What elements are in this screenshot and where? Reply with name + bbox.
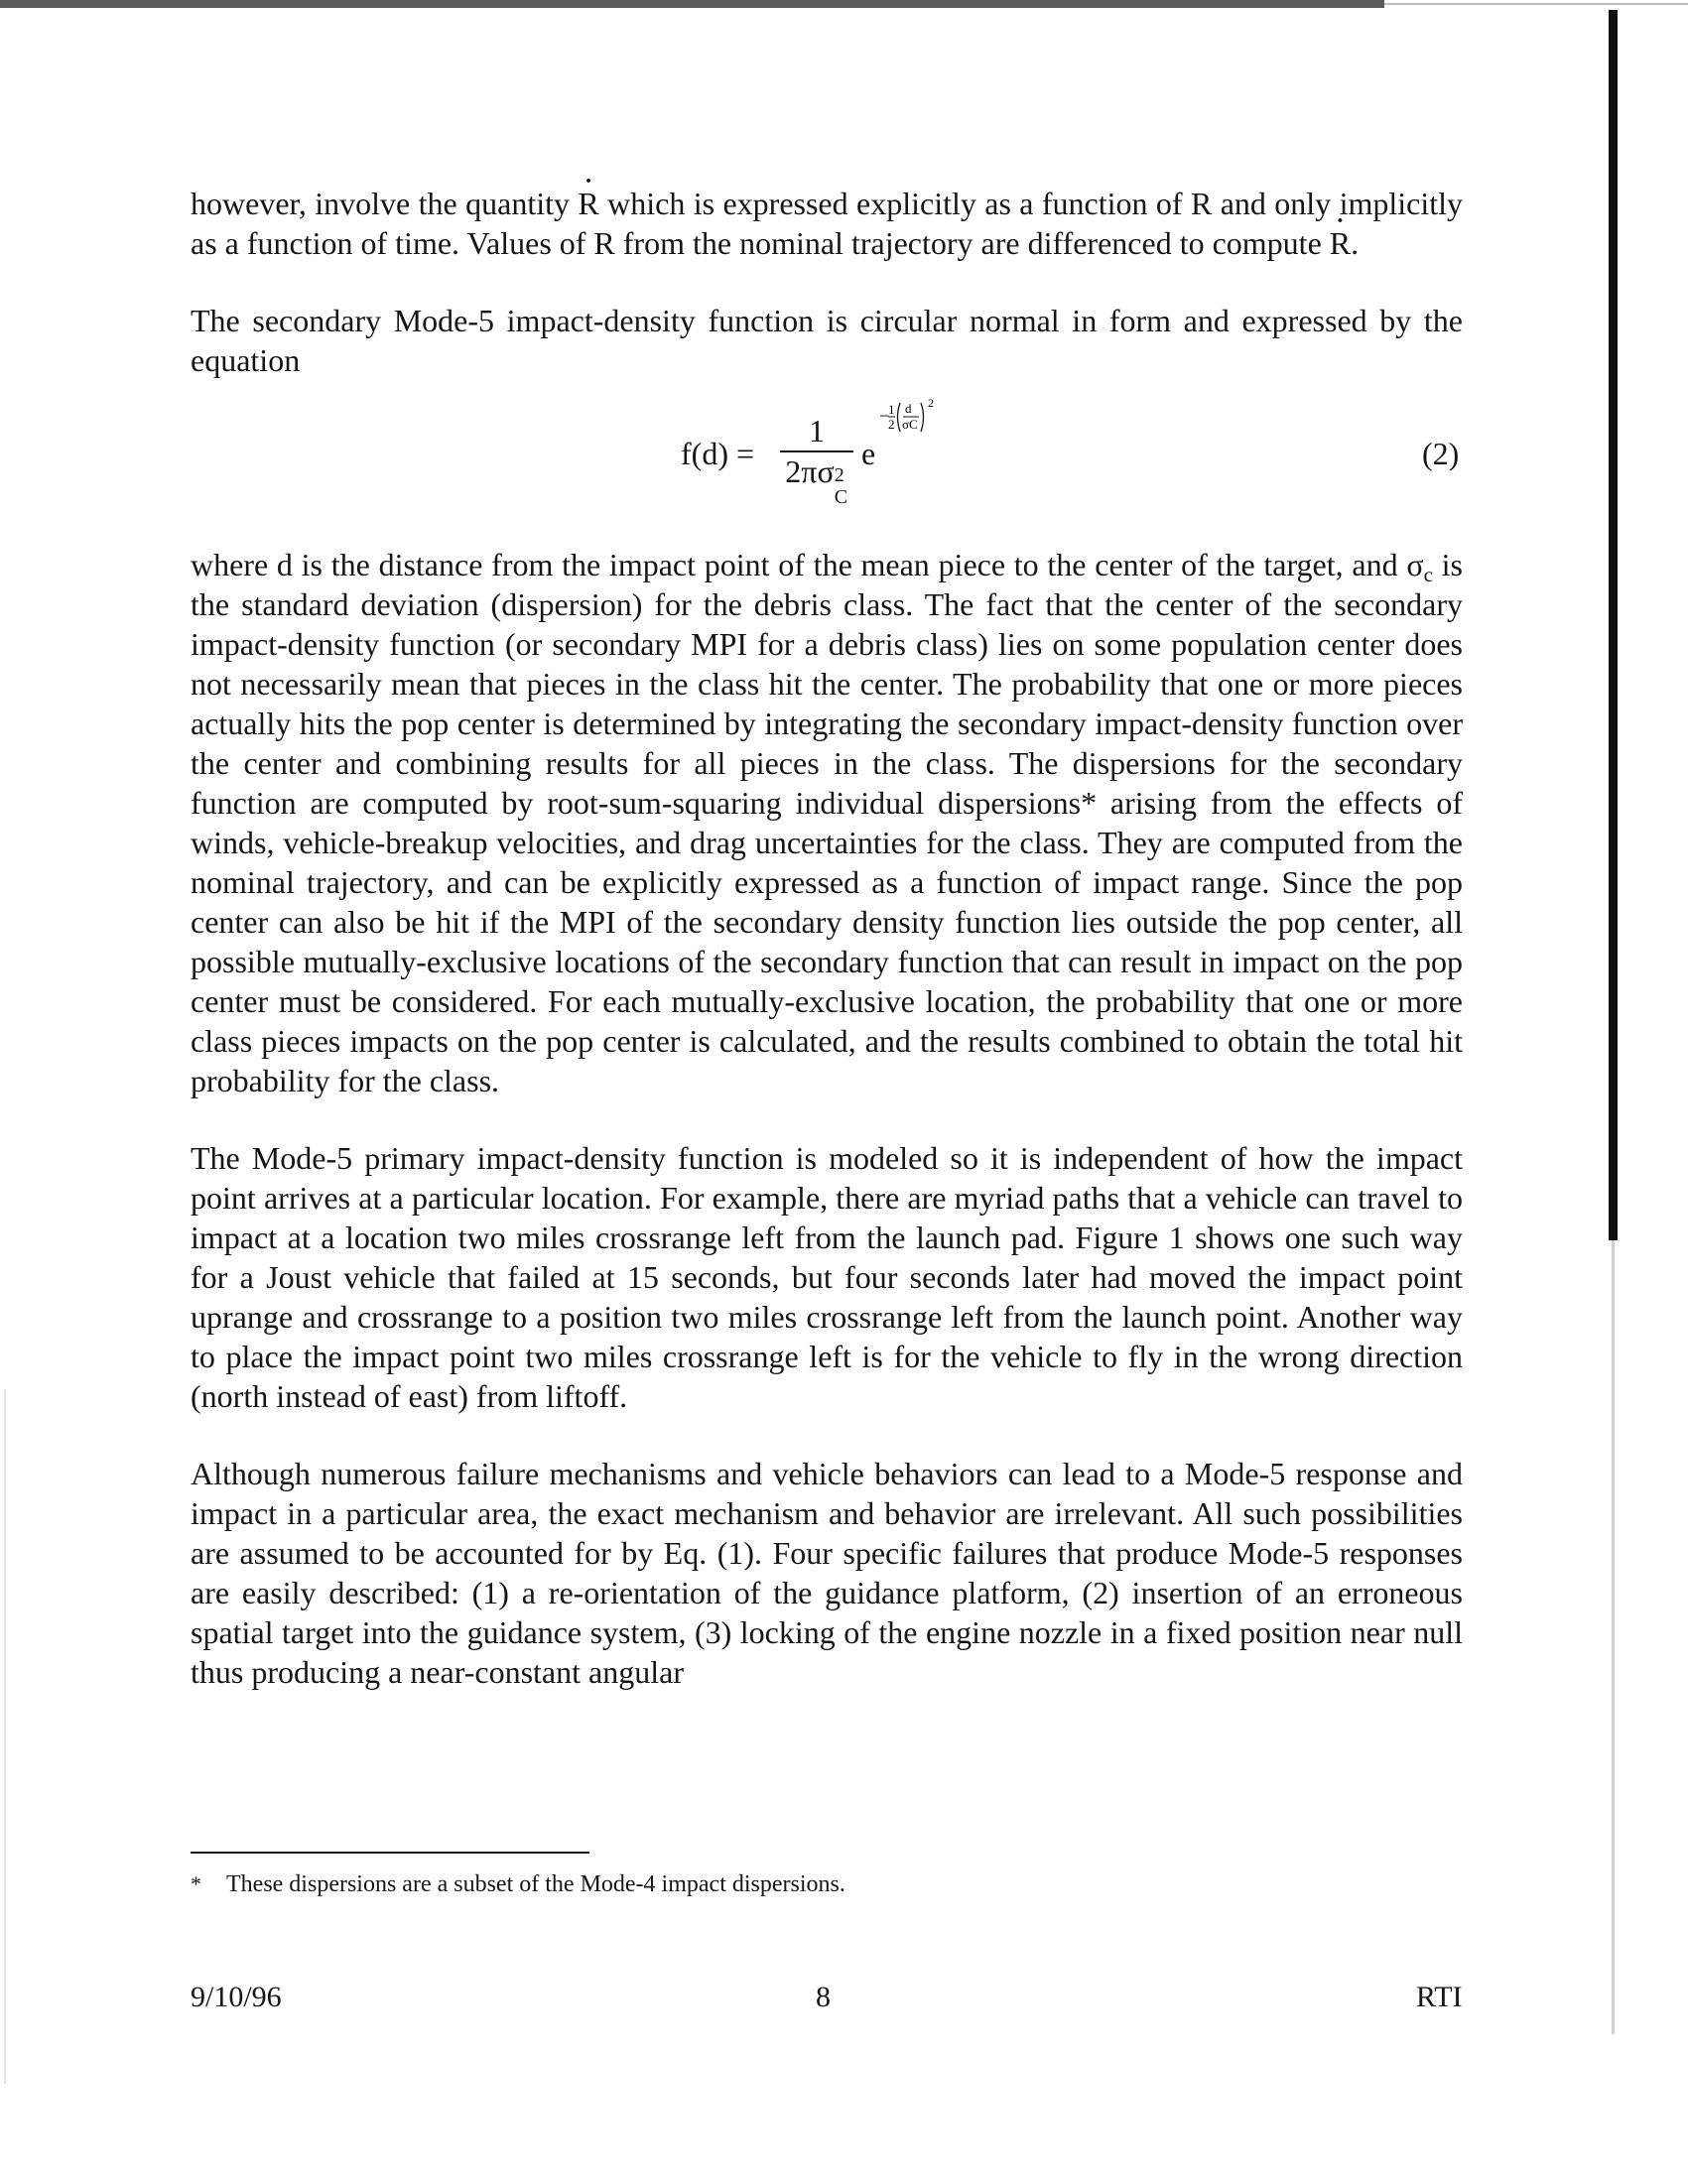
top-scan-line-faint bbox=[1384, 3, 1688, 5]
footer-date: 9/10/96 bbox=[191, 1981, 282, 2013]
r-dot-symbol: · R bbox=[1330, 223, 1351, 263]
left-scan-edge-faint bbox=[4, 1389, 6, 2084]
svg-text:σC: σC bbox=[902, 417, 918, 432]
svg-text:1: 1 bbox=[888, 402, 895, 417]
svg-text:2: 2 bbox=[928, 398, 934, 410]
footer-organization: RTI bbox=[1416, 1981, 1463, 2013]
footnote bbox=[191, 1871, 845, 1898]
footnote-marker: * bbox=[191, 1871, 201, 1896]
svg-text:2: 2 bbox=[888, 417, 895, 432]
equation-number: (2) bbox=[1422, 436, 1460, 471]
page-number: 8 bbox=[816, 1981, 831, 2013]
paragraph-1: however, involve the quantity · R which is expressed explicitly as a function of R and only implicitly as a function of time. Values of R from the nominal trajectory are differenced to compute · R. bbox=[191, 184, 1463, 263]
equation-numerator: 1 bbox=[809, 413, 825, 449]
paragraph-4: The Mode-5 primary impact-density function is modeled so it is independent of how the impact point arrives at a particular location. For example, there are myriad paths that a vehicle can travel to impact at a location two miles crossrange left from the launch pad. Figure 1 shows one such way for a Joust vehicle that failed at 15 seconds, but four seconds later had moved the impact point uprange and crossrange to a position two miles crossrange left from the launch point. Another way to place the impact point two miles crossrange left is for the vehicle to fly in the wrong direction (north instead of east) from liftoff. bbox=[191, 1140, 1463, 1414]
exponent bbox=[879, 398, 939, 442]
top-scan-line bbox=[0, 0, 1384, 8]
right-scan-edge-faint bbox=[1612, 1240, 1615, 2034]
equation-denominator: 2πσ 2 C bbox=[785, 453, 848, 508]
equation-fraction bbox=[780, 413, 853, 508]
footnote-text: These dispersions are a subset of the Mode-4 impact dispersions. bbox=[226, 1871, 845, 1897]
svg-text:d: d bbox=[905, 401, 912, 416]
svg-text:−: − bbox=[879, 406, 890, 426]
r-dot-symbol: · R bbox=[578, 184, 598, 223]
equation-lhs: f(d) = bbox=[681, 436, 755, 471]
paragraph-5: Although numerous failure mechanisms and vehicle behaviors can lead to a Mode-5 response and impact in a particular area, the exact mechanism and behavior are irrelevant. All such possibilities are assumed to be accounted for by Eq. (1). Four specific failures that produce Mode-5 responses are easily described: (1) a re-orientation of the guidance platform, (2) insertion of an erroneous spatial target into the guidance system, (3) locking of the engine nozzle in a fixed position near null thus producing a near-constant angular bbox=[191, 1456, 1463, 1690]
page-body bbox=[191, 184, 1463, 1692]
footnote-rule bbox=[191, 1852, 589, 1854]
right-scan-edge bbox=[1609, 10, 1618, 1240]
equation-2 bbox=[191, 380, 1463, 545]
exponential-base: e bbox=[861, 436, 876, 471]
paragraph-2: The secondary Mode-5 impact-density function is circular normal in form and expressed by the equation bbox=[191, 303, 1463, 378]
fraction-bar bbox=[780, 450, 853, 452]
paragraph-3: where d is the distance from the impact point of the mean piece to the center of the target, and $\sigma_c$ is the standard deviation (dispersion) for the debris class. The fact that the center of the secondary impact-density function (or secondary MPI for a debris class) lies on some population center does not necessarily mean that pieces in the class hit the center. The probability that one or more pieces actually hits the pop center is determined by integrating the secondary impact-density function over the center and combining results for all pieces in the class. The dispersions for the secondary function are computed by root-sum-squaring individual dispersions* arising from the effects of winds, vehicle-breakup velocities, and drag uncertainties for the class. They are computed from the nominal trajectory, and can be explicitly expressed as a function of impact range. Since the pop center can also be hit if the MPI of the secondary density function lies outside the pop center, all possible mutually-exclusive locations of the secondary function that can result in impact on the pop center must be considered. For each mutually-exclusive location, the probability that one or more class pieces impacts on the pop center is calculated, and the results combined to obtain the total hit probability for the class. bbox=[191, 547, 1464, 1098]
